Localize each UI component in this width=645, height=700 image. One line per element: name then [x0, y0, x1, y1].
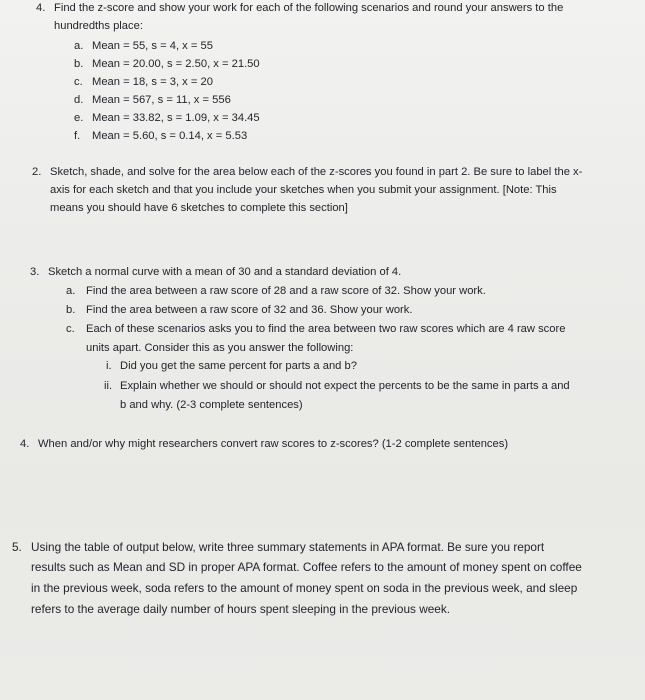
sub-item-text: Explain whether we should or should not expect the percents to be the same in parts a and — [120, 380, 570, 392]
question-4-number: 4. — [20, 438, 30, 450]
list-item-text: Mean = 20.00, s = 2.50, x = 21.50 — [92, 58, 260, 70]
list-item — [66, 283, 486, 300]
list-item-label: c. — [66, 323, 75, 335]
sub-item-label: i. — [106, 360, 112, 372]
sub-item-continuation: b and why. (2-3 complete sentences) — [120, 399, 303, 411]
list-item — [74, 38, 213, 55]
list-item-text: Mean = 18, s = 3, x = 20 — [92, 76, 213, 88]
list-item-text: Mean = 55, s = 4, x = 55 — [92, 40, 213, 52]
list-item-label: a. — [74, 40, 84, 52]
question-3-number: 3. — [30, 266, 40, 278]
question-1-number: 4. — [36, 2, 46, 14]
question-2-line2: axis for each sketch and that you include your sketches when you submit your assignment. [Note: This — [50, 184, 557, 196]
list-item-text: Find the area between a raw score of 28 and a raw score of 32. Show your work. — [86, 285, 486, 297]
question-2-number: 2. — [32, 166, 42, 178]
list-item — [74, 92, 231, 109]
sub-item-text: Did you get the same percent for parts a and b? — [120, 360, 357, 372]
list-item-label: b. — [66, 304, 76, 316]
sub-item-label: ii. — [104, 380, 113, 392]
list-item-label: c. — [74, 76, 83, 88]
question-5-line3: in the previous week, soda refers to the amount of money spent on soda in the previous week, and sleep — [31, 581, 578, 595]
sub-item — [106, 358, 357, 375]
list-item-text: Mean = 33.82, s = 1.09, x = 34.45 — [92, 112, 260, 124]
question-2-line3: means you should have 6 sketches to complete this section] — [50, 202, 348, 214]
list-item-text: Mean = 5.60, s = 0.14, x = 5.53 — [92, 130, 248, 142]
question-5-number: 5. — [12, 540, 22, 554]
list-item — [66, 321, 565, 338]
question-5-line2: results such as Mean and SD in proper APA format. Coffee refers to the amount of money spent on coffee — [31, 560, 582, 574]
sub-item — [104, 378, 570, 395]
list-item-label: d. — [74, 94, 84, 106]
question-5-line4: refers to the average daily number of hours spent sleeping in the previous week. — [31, 602, 451, 616]
list-item — [74, 74, 213, 91]
question-4-text: When and/or why might researchers convert raw scores to z-scores? (1-2 complete sentences) — [38, 438, 509, 450]
list-item-continuation: units apart. Consider this as you answer the following: — [86, 342, 354, 354]
list-item-label: a. — [66, 285, 76, 297]
question-1-line2: hundredths place: — [54, 20, 143, 32]
list-item-text: Mean = 567, s = 11, x = 556 — [92, 94, 231, 106]
question-3-text: Sketch a normal curve with a mean of 30 and a standard deviation of 4. — [48, 266, 402, 278]
list-item-text: Each of these scenarios asks you to find the area between two raw scores which are 4 raw score — [86, 323, 566, 335]
question-5-line1: Using the table of output below, write three summary statements in APA format. Be sure you report — [31, 540, 545, 554]
list-item — [66, 302, 413, 319]
question-1-line1: Find the z-score and show your work for each of the following scenarios and round your answers to the — [54, 2, 564, 14]
list-item-label: b. — [74, 58, 84, 70]
list-item — [74, 128, 247, 145]
list-item-label: f. — [74, 130, 81, 142]
list-item — [74, 56, 260, 73]
list-item-text: Find the area between a raw score of 32 and 36. Show your work. — [86, 304, 413, 316]
list-item-label: e. — [74, 112, 84, 124]
list-item — [74, 110, 260, 127]
question-2-line1: Sketch, shade, and solve for the area below each of the z-scores you found in part 2. Be sure to label the x- — [50, 166, 583, 178]
